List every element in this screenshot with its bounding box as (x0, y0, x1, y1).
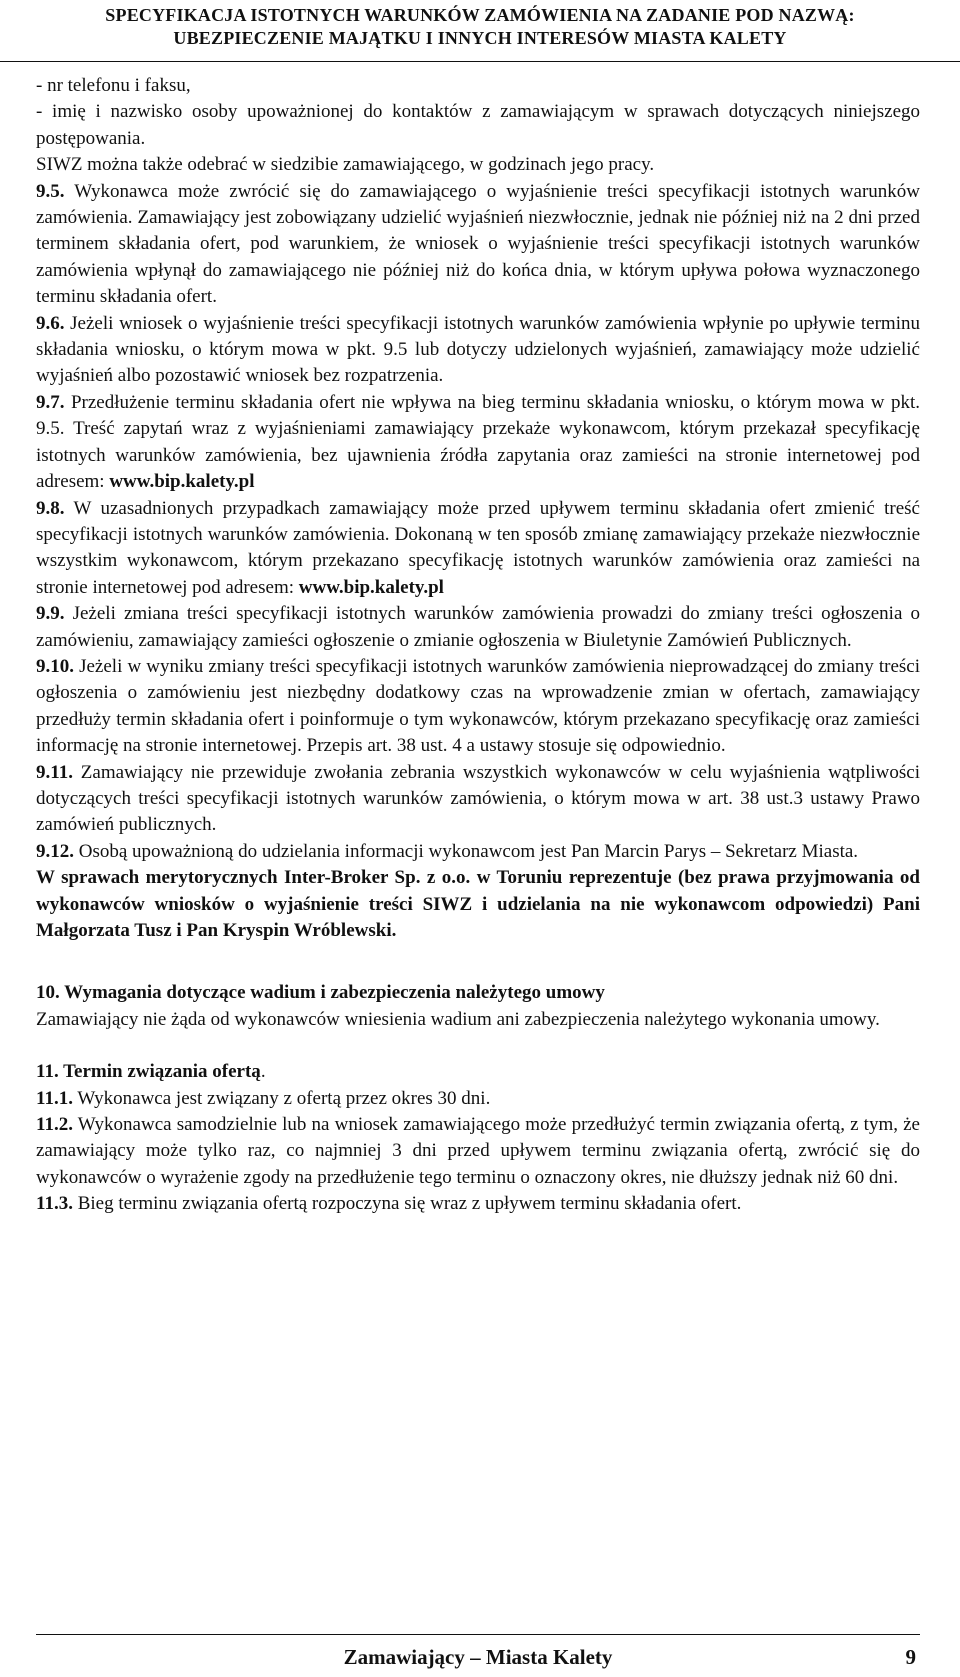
paragraph-9-5 (36, 179, 920, 311)
paragraph-11-3 (36, 1191, 920, 1217)
paragraph-text: Bieg terminu związania ofertą rozpoczyna się wraz z upływem terminu składania ofert. (72, 1193, 742, 1215)
paragraph-number: 9.12. (36, 840, 74, 862)
paragraph-text: Osobą upoważnioną do udzielania informacji wykonawcom jest Pan Marcin Parys – Sekretarz Miasta. (74, 840, 859, 862)
paragraph-9-6 (36, 311, 920, 390)
paragraph-text: Wykonawca może zwrócić się do zamawiającego o wyjaśnienie treści specyfikacji istotnych warunków zamówienia. Zamawiający jest zobowiązany udzielić wyjaśnień niezwłocznie, jednak nie później niż na 2 dni przed terminem składania ofert, pod warunkiem, że wniosek o wyjaśnienie treści specyfikacji istotnych warunków zamówienia wpłynął do zamawiającego nie później niż do końca dnia, w którym upływa połowa wyznaczonego terminu składania ofert. (36, 180, 920, 308)
contact-item-phone: - nr telefonu i faksu, (36, 75, 191, 96)
paragraph-text: W uzasadnionych przypadkach zamawiający może przed upływem terminu składania ofert zmienić treść specyfikacji istotnych warunków zamówienia. Dokonaną w ten sposób zmianę zamawiający przekaże niezwłocznie wszystkim wykonawcom, którym przekazano specyfikację istotnych warunków zamówienia oraz zamieści na stronie internetowej pod adresem: (36, 497, 920, 598)
contact-item-person: - imię i nazwisko osoby upoważnionej do kontaktów z zamawiającym w sprawach dotyczących niniejszego postępowania. (36, 101, 920, 149)
document-body (36, 73, 920, 1218)
footer-title: Zamawiający – Miasta Kalety (343, 1645, 613, 1669)
paragraph-number: 11.2. (36, 1114, 73, 1136)
paragraph-text: Jeżeli zmiana treści specyfikacji istotnych warunków zamówienia prowadzi do zmiany treści ogłoszenia o zamówieniu, zamawiający zamieści ogłoszenie o zmianie ogłoszenia w Biuletynie Zamówień Publicznych. (36, 603, 920, 651)
header-line-2: UBEZPIECZENIE MAJĄTKU I INNYCH INTERESÓW MIASTA KALETY (173, 28, 787, 48)
bip-url-link[interactable]: www.bip.kalety.pl (298, 576, 444, 598)
paragraph-11-1 (36, 1086, 920, 1112)
broker-representation-note: W sprawach merytorycznych Inter-Broker Sp. z o.o. w Toruniu reprezentuje (bez prawa przyjmowania od wykonawców wniosków o wyjaśnienie treści SIWZ i udzielania na nie wykonawcom odpowiedzi) Pani Małgorzata Tusz i Pan Kryspin Wróblewski. (36, 867, 920, 941)
paragraph-9-10 (36, 654, 920, 760)
paragraph-11-2 (36, 1112, 920, 1191)
page-header (0, 0, 960, 62)
paragraph-number: 11.3. (36, 1193, 73, 1215)
paragraph-number: 9.7. (36, 391, 65, 413)
section-11-heading: 11. Termin związania ofertą. (36, 1061, 266, 1083)
paragraph-number: 9.10. (36, 655, 74, 677)
paragraph-number: 9.11. (36, 761, 73, 783)
paragraph-text: Jeżeli wniosek o wyjaśnienie treści specyfikacji istotnych warunków zamówienia wpłynie po upływie terminu składania wniosku, o którym mowa w pkt. 9.5 lub dotyczy udzielonych wyjaśnień, zamawiający może udzielić wyjaśnień albo pozostawić wniosek bez rozpatrzenia. (36, 312, 920, 387)
page-footer (36, 1634, 920, 1674)
page-number: 9 (905, 1645, 916, 1669)
spacer (36, 1033, 920, 1059)
siwz-pickup-note: SIWZ można także odebrać w siedzibie zamawiającego, w godzinach jego pracy. (36, 154, 655, 176)
bip-url-link[interactable]: www.bip.kalety.pl (109, 471, 255, 493)
section-10-text: Zamawiający nie żąda od wykonawców wniesienia wadium ani zabezpieczenia należytego wykonania umowy. (36, 1008, 880, 1030)
paragraph-9-9 (36, 601, 920, 654)
paragraph-number: 9.8. (36, 497, 65, 519)
paragraph-text: Zamawiający nie przewiduje zwołania zebrania wszystkich wykonawców w celu wyjaśnienia wątpliwości dotyczących treści specyfikacji istotnych warunków zamówienia, o którym mowa w art. 38 ust.3 ustawy Prawo zamówień publicznych. (36, 761, 920, 836)
paragraph-number: 9.6. (36, 312, 65, 334)
paragraph-text: Wykonawca jest związany z ofertą przez okres 30 dni. (72, 1087, 491, 1109)
paragraph-text: Wykonawca samodzielnie lub na wniosek zamawiającego może przedłużyć termin związania ofertą, z tym, że zamawiający może tylko raz, co najmniej 3 dni przed upływem terminu związania ofertą, zwrócić się do wykonawców o wyrażenie zgody na przedłużenie tego terminu o oznaczony okres, nie dłuższy jednak niż 60 dni. (36, 1114, 920, 1188)
section-10-heading: 10. Wymagania dotyczące wadium i zabezpieczenia należytego umowy (36, 982, 605, 1004)
spacer (36, 944, 920, 980)
paragraph-9-7 (36, 390, 920, 496)
paragraph-9-8 (36, 496, 920, 602)
paragraph-9-11 (36, 760, 920, 839)
paragraph-number: 9.5. (36, 180, 65, 202)
header-line-1: SPECYFIKACJA ISTOTNYCH WARUNKÓW ZAMÓWIENIA NA ZADANIE POD NAZWĄ: (105, 5, 855, 25)
paragraph-number: 9.9. (36, 603, 65, 625)
paragraph-text: Jeżeli w wyniku zmiany treści specyfikacji istotnych warunków zamówienia nieprowadzącej do zmiany treści ogłoszenia o zamówieniu jest niezbędny dodatkowy czas na wprowadzenie zmian w ofertach, zamawiający przedłuży termin składania ofert i poinformuje o tym wykonawców, którym przekazano specyfikację oraz zamieści informację na stronie internetowej. Przepis art. 38 ust. 4 a ustawy stosuje się odpowiednio. (36, 655, 920, 757)
paragraph-9-12 (36, 839, 920, 865)
paragraph-text: Przedłużenie terminu składania ofert nie wpływa na bieg terminu składania wniosku, o którym mowa w pkt. 9.5. Treść zapytań wraz z wyjaśnieniami zamawiający przekaże wykonawcom, którym przekazał specyfikację istotnych warunków zamówienia, bez ujawnienia źródła zapytania oraz zamieści na stronie internetowej pod adresem: (36, 391, 920, 493)
paragraph-number: 11.1. (36, 1087, 73, 1109)
